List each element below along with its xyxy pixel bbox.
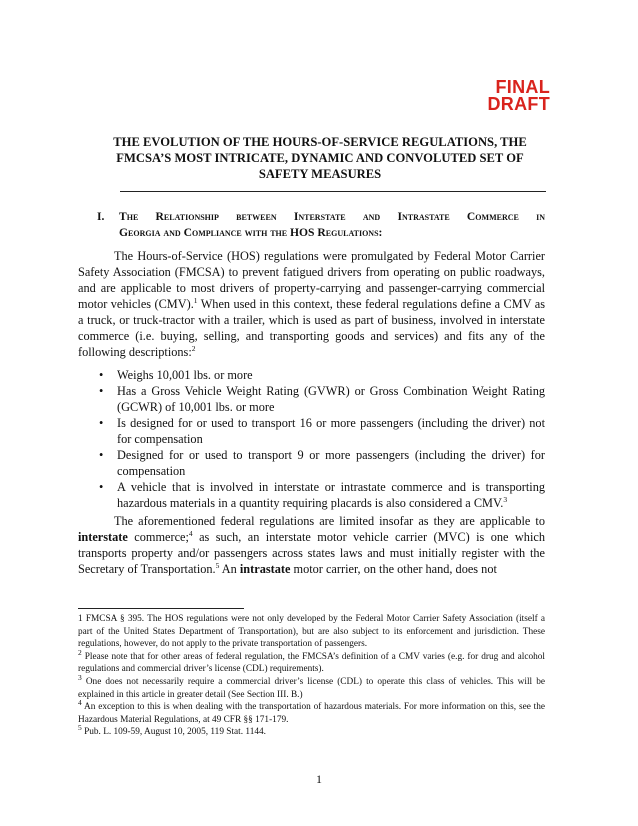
para2-text-2: commerce;	[127, 530, 189, 544]
footnote-4	[78, 698, 545, 726]
title-line-2: FMCSA’S MOST INTRICATE, DYNAMIC AND CONVOLUTED SET OF	[116, 151, 524, 165]
section-heading-colon: :	[378, 226, 383, 239]
section-heading-hos: HOS	[290, 226, 315, 239]
footnote-4-number: 4	[78, 698, 82, 708]
para2-text-5: motor carrier, on the other hand, does not	[290, 562, 497, 576]
section-heading-text-c: Regulations	[314, 226, 379, 239]
bullet-icon: •	[99, 416, 104, 430]
title-divider	[120, 191, 546, 192]
bullet-icon: •	[99, 480, 104, 494]
section-number: I.	[97, 210, 105, 223]
list-item	[99, 367, 545, 383]
section-heading-line-2	[119, 225, 545, 241]
list-item	[99, 447, 545, 479]
interstate-bold: interstate	[78, 530, 128, 544]
section-heading	[97, 209, 545, 241]
footnote-2	[78, 647, 545, 676]
footnote-3-text: One does not necessarily require a commercial driver’s license (CDL) to operate this class of vehicles. This will be explained in this article in greater detail (See Section III. B.)	[78, 676, 545, 700]
footnote-ref-1[interactable]: 1	[193, 295, 198, 305]
footnote-ref-5[interactable]: 5	[215, 560, 220, 570]
bullet-icon: •	[99, 368, 104, 382]
para1-text-b: When used in this context, these federal regulations define a CMV as a truck, or truck-tractor with a trailer, which is used as part of business, involved in interstate commerce (i.e. buying, selling, and transporting goods and services) and fits any of the following descriptions:	[78, 297, 545, 359]
footnote-ref-4[interactable]: 4	[188, 528, 193, 538]
footnote-2-text: Please note that for other areas of federal regulation, the FMCSA’s definition of a CMV varies (e.g. for drug and alcohol regulations and commercial driver’s license (CDL) requirements).	[78, 651, 545, 675]
list-item-text: Has a Gross Vehicle Weight Rating (GVWR) or Gross Combination Weight Rating (GCWR) of 10,001 lbs. or more	[117, 384, 545, 414]
footnote-5	[78, 723, 545, 739]
footnote-5-text: Pub. L. 109-59, August 10, 2005, 119 Stat. 1144.	[81, 727, 266, 738]
bullet-icon: •	[99, 448, 104, 462]
footnote-4-text: An exception to this is when dealing with the transportation of hazardous materials. For more information on this, see the Hazardous Material Regulations, at 49 CFR §§ 171-179.	[78, 702, 545, 725]
list-item	[99, 415, 545, 447]
list-item-text: Is designed for or used to transport 16 or more passengers (including the driver) not for compensation	[117, 416, 545, 446]
footnote-ref-3[interactable]: 3	[503, 494, 508, 504]
list-item-text: Designed for or used to transport 9 or more passengers (including the driver) for compensation	[117, 448, 545, 478]
section-heading-text-a: Georgia and Compliance with the	[119, 226, 291, 239]
para2-text-4: An	[219, 562, 240, 576]
footnotes	[78, 613, 545, 739]
section-heading-line-1: The Relationship between Interstate and Intrastate Commerce in	[119, 210, 545, 223]
footnote-separator	[78, 608, 244, 609]
footnote-2-number: 2	[78, 647, 82, 657]
list-item-text: Weighs 10,001 lbs. or more	[117, 368, 253, 382]
stamp-line-final: FINAL	[495, 77, 550, 97]
para1-text-a: The Hours-of-Service (HOS) regulations were promulgated by Federal Motor Carrier Safety Association (FMCSA) to prevent fatigued drivers from operating on public roadways, and are applicable to most drivers of property-carrying and passenger-carrying commercial motor vehicles (CMV).	[78, 249, 545, 311]
bullet-icon: •	[99, 384, 104, 398]
title-line-1: THE EVOLUTION OF THE HOURS-OF-SERVICE REGULATIONS, THE	[113, 135, 527, 149]
list-item	[99, 479, 545, 511]
paragraph-hos-intro	[78, 248, 545, 360]
footnote-3	[78, 672, 545, 701]
stamp-line-draft: DRAFT	[487, 94, 550, 114]
footnote-ref-2[interactable]: 2	[191, 343, 196, 353]
document-title	[100, 134, 540, 182]
footnote-5-number: 5	[78, 723, 82, 733]
para2-text-1: The aforementioned federal regulations are limited insofar as they are applicable to	[114, 514, 545, 528]
list-item-text: A vehicle that is involved in interstate or intrastate commerce and is transporting hazardous materials in a quantity requiring placards is also considered a CMV.	[117, 480, 545, 510]
intrastate-bold: intrastate	[239, 562, 291, 576]
paragraph-interstate	[78, 513, 545, 577]
page-number: 1	[316, 772, 322, 786]
list-item	[99, 383, 545, 415]
para2-text-3: as such, an interstate motor vehicle carrier (MVC) is one which transports property and/or passengers across states laws and must initially register with the Secretary of Transportation.	[78, 530, 545, 576]
cmv-criteria-list	[99, 367, 545, 511]
footnote-1: 1 FMCSA § 395. The HOS regulations were not only developed by the Federal Motor Carrier Safety Association (itself a part of the United States Department of Transportation), but are also subject to its enforcement and jurisdiction. These regulations, however, do not apply to the private transportation of passengers.	[78, 614, 545, 650]
title-line-3: SAFETY MEASURES	[258, 167, 382, 181]
final-draft-stamp	[470, 79, 550, 113]
footnote-3-number: 3	[78, 672, 82, 682]
